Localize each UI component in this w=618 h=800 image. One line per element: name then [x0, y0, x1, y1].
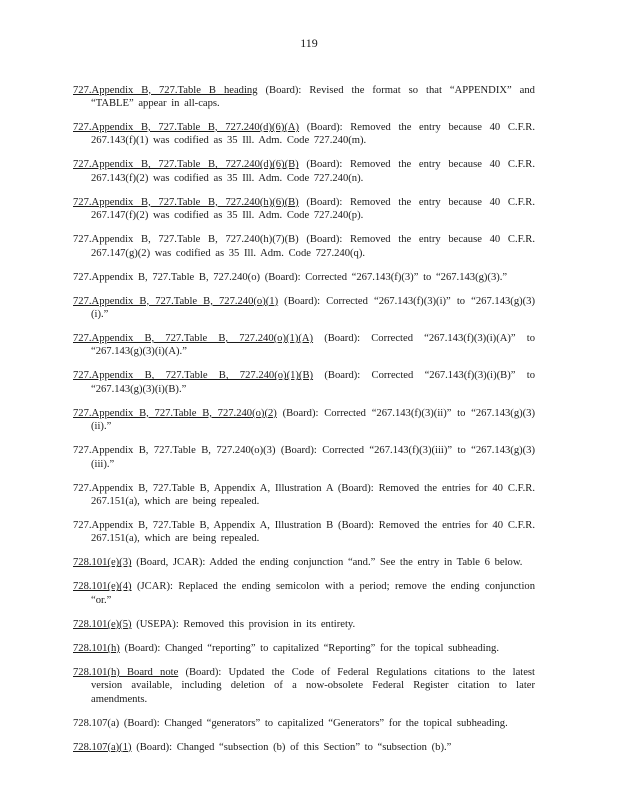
entry-reference: 728.107(a)	[73, 717, 120, 729]
entry-description: (Board): Removed the entries for 40 C.F.R. 267.151(a), which are being repealed.	[91, 482, 535, 508]
entry-reference: 728.101(h) Board note	[73, 666, 179, 678]
entry-description: (Board): Removed the entry because 40 C.F.R. 267.143(f)(2) was codified as 35 Ill. Adm. Code 727.240(n).	[91, 159, 535, 184]
entry-description: (Board): Corrected “267.143(f)(3)(i)” to “267.143(g)(3)(i).”	[91, 295, 535, 321]
entry-description: (Board): Updated the Code of Federal Regulations citations to the latest version available, including deletion of a now-obsolete Federal Register citation to later amendments.	[91, 666, 535, 705]
entry-description: (Board): Corrected “267.143(f)(3)(i)(B)” to “267.143(g)(3)(i)(B).”	[91, 370, 535, 395]
errata-entry	[73, 666, 535, 706]
errata-entry	[73, 233, 535, 260]
errata-entry	[73, 642, 535, 655]
entry-description: (Board): Changed “reporting” to capitalized “Reporting” for the topical subheading.	[119, 642, 499, 654]
entry-description: (Board): Removed the entry because 40 C.F.R. 267.143(f)(1) was codified as 35 Ill. Adm. Code 727.240(m).	[91, 122, 535, 147]
entry-description: (Board): Corrected “267.143(f)(3)” to “267.143(g)(3).”	[260, 271, 508, 283]
entry-reference: 727.Appendix B, 727.Table B, 727.240(o)(2)	[73, 407, 277, 419]
entry-reference: 728.101(h)	[73, 642, 120, 654]
errata-entry	[73, 580, 535, 607]
entry-reference: 727.Appendix B, 727.Table B, 727.240(o)	[73, 271, 261, 283]
entry-reference: 727.Appendix B, 727.Table B, 727.240(o)(3)	[73, 445, 276, 457]
entry-reference: 728.101(e)(3)	[73, 557, 132, 569]
entry-reference: 727.Appendix B, 727.Table B, 727.240(h)(7)(B)	[73, 234, 299, 246]
errata-entry	[73, 196, 535, 223]
errata-entry	[73, 556, 535, 569]
entry-reference: 727.Appendix B, 727.Table B, 727.240(o)(1)(B)	[73, 370, 314, 382]
errata-entry	[73, 519, 535, 546]
entry-reference: 728.101(e)(5)	[73, 618, 132, 630]
entry-description: (Board): Changed “generators” to capitalized “Generators” for the topical subheading.	[119, 717, 508, 729]
entry-reference: 727.Appendix B, 727.Table B, 727.240(d)(6)(B)	[73, 159, 299, 171]
entry-reference: 727.Appendix B, 727.Table B, 727.240(h)(6)(B)	[73, 196, 299, 208]
entry-description: (Board): Changed “subsection (b) of this Section” to “subsection (b).”	[131, 741, 452, 753]
entry-reference: 727.Appendix B, 727.Table B, 727.240(d)(6)(A)	[73, 122, 300, 133]
entry-reference: 728.101(e)(4)	[73, 581, 132, 593]
entry-description: (Board): Corrected “267.143(f)(3)(ii)” to “267.143(g)(3)(ii).”	[91, 407, 536, 433]
entry-description: (JCAR): Replaced the ending semicolon with a period; remove the ending conjunction “or.”	[91, 581, 535, 606]
entry-reference: 727.Appendix B, 727.Table B, Appendix A, Illustration A	[73, 482, 333, 494]
errata-entry	[73, 158, 535, 185]
errata-entry	[73, 332, 535, 359]
errata-entry	[73, 271, 535, 284]
entry-reference: 728.107(a)(1)	[73, 741, 132, 753]
errata-entry	[73, 444, 535, 471]
entry-description: (Board): Corrected “267.143(f)(3)(iii)” to “267.143(g)(3)(iii).”	[91, 445, 535, 470]
errata-entry	[73, 369, 535, 396]
entry-description: (USEPA): Removed this provision in its entirety.	[131, 618, 356, 630]
errata-entry	[73, 717, 535, 730]
entry-description: (Board): Removed the entries for 40 C.F.R. 267.151(a), which are being repealed.	[91, 520, 535, 545]
entry-reference: 727.Appendix B, 727.Table B heading	[73, 84, 258, 96]
errata-entry-list	[73, 73, 535, 761]
errata-entry	[73, 482, 535, 509]
entry-reference: 727.Appendix B, 727.Table B, 727.240(o)(1)(A)	[73, 333, 314, 345]
errata-entry	[73, 618, 535, 631]
entry-description: (Board): Corrected “267.143(f)(3)(i)(A)” to “267.143(g)(3)(i)(A).”	[91, 333, 535, 358]
errata-entry	[73, 121, 535, 148]
errata-entry	[73, 407, 535, 434]
errata-entry	[73, 741, 535, 754]
errata-entry	[73, 84, 535, 111]
entry-description: (Board): Removed the entry because 40 C.F.R. 267.147(f)(2) was codified as 35 Ill. Adm. Code 727.240(p).	[91, 196, 535, 222]
page-number: 119	[300, 36, 318, 50]
entry-description: (Board): Revised the format so that “APPENDIX” and “TABLE” appear in all-caps.	[91, 84, 535, 109]
entry-reference: 727.Appendix B, 727.Table B, 727.240(o)(1)	[73, 295, 279, 307]
errata-entry	[73, 295, 535, 322]
entry-description: (Board, JCAR): Added the ending conjunction “and.” See the entry in Table 6 below.	[131, 557, 523, 569]
entry-reference: 727.Appendix B, 727.Table B, Appendix A, Illustration B	[73, 520, 334, 532]
entry-description: (Board): Removed the entry because 40 C.F.R. 267.147(g)(2) was codified as 35 Ill. Adm. Code 727.240(q).	[91, 234, 535, 259]
